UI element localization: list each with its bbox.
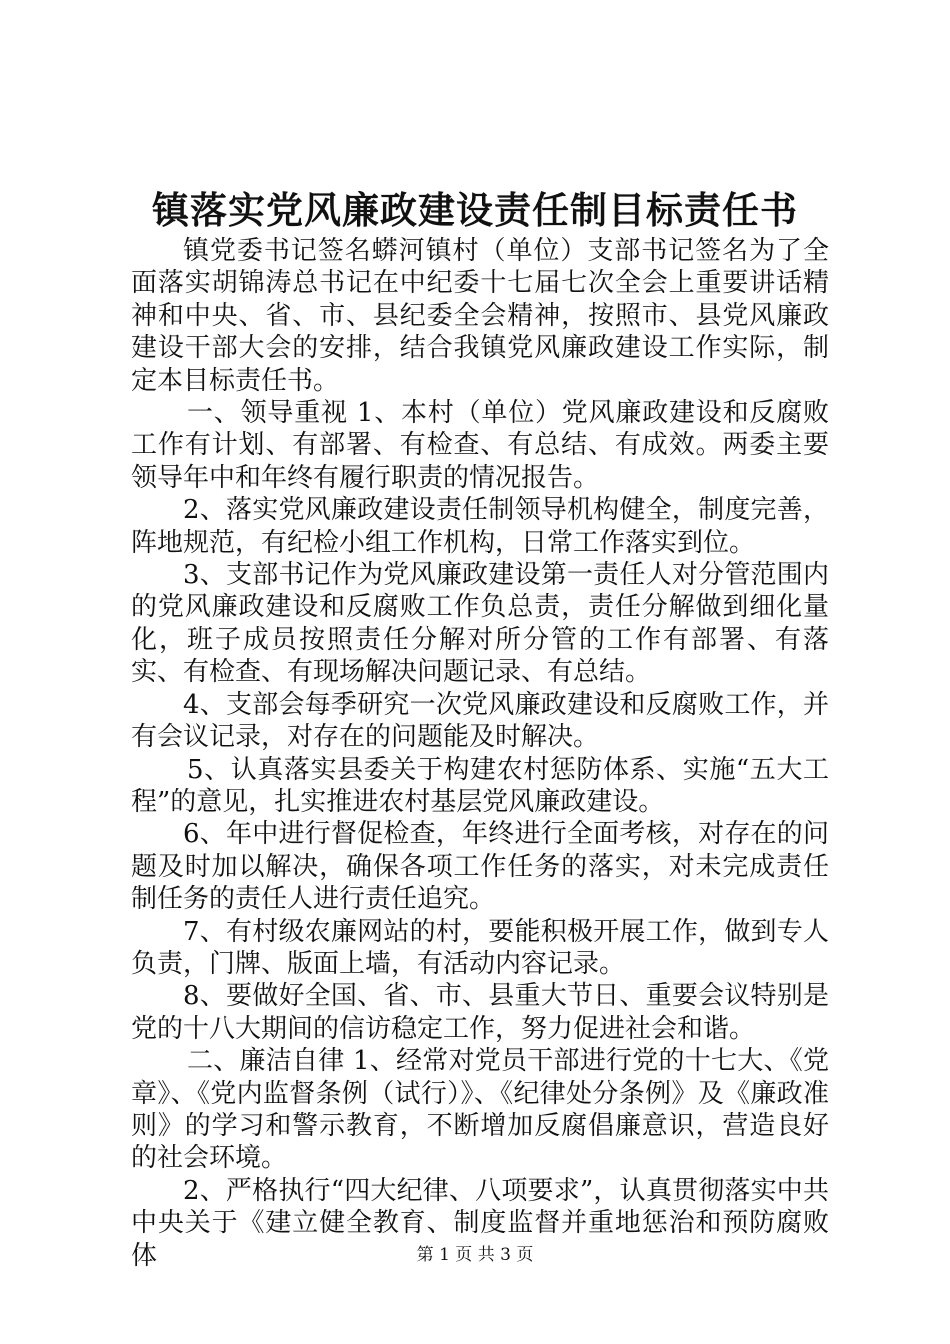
paragraph-item-6: 6、年中进行督促检查，年终进行全面考核，对存在的问题及时加以解决，确保各项工作任务的落实，对未完成责任制任务的责任人进行责任追究。	[131, 819, 829, 915]
paragraph-section-2-item-2: 2、严格执行“四大纪律、八项要求”，认真贯彻落实中共中央关于《建立健全教育、制度监督并重地惩治和预防腐败体	[131, 1175, 829, 1271]
document-body	[131, 235, 829, 1272]
paragraph-section-2-item-1: 二、廉洁自律 1、经常对党员干部进行党的十七大、《党章》、《党内监督条例（试行）》、《纪律处分条例》及《廉政准则》的学习和警示教育，不断增加反腐倡廉意识，营造良好的社会环境。	[131, 1046, 829, 1174]
page-indicator: 第 1 页 共 3 页	[416, 1245, 534, 1265]
paragraph-item-8: 8、要做好全国、省、市、县重大节日、重要会议特别是党的十八大期间的信访稳定工作，努力促进社会和谐。	[131, 981, 829, 1044]
paragraph-item-2: 2、落实党风廉政建设责任制领导机构健全，制度完善，阵地规范，有纪检小组工作机构，日常工作落实到位。	[131, 495, 829, 558]
paragraph-item-4: 4、支部会每季研究一次党风廉政建设和反腐败工作，并有会议记录，对存在的问题能及时解决。	[131, 689, 829, 753]
paragraph-section-1-item-1: 一、领导重视 1、本村（单位）党风廉政建设和反腐败工作有计划、有部署、有检查、有总结、有成效。两委主要领导年中和年终有履行职责的情况报告。	[131, 398, 829, 493]
paragraph-item-7: 7、有村级农廉网站的村，要能积极开展工作，做到专人负责，门牌、版面上墙，有活动内容记录。	[131, 916, 829, 979]
paragraph-preamble: 镇党委书记签名蟒河镇村（单位）支部书记签名为了全面落实胡锦涛总书记在中纪委十七届七次全会上重要讲话精神和中央、省、市、县纪委全会精神，按照市、县党风廉政建设干部大会的安排，结合我镇党风廉政建设工作实际，制定本目标责任书。	[131, 236, 829, 396]
paragraph-item-3: 3、支部书记作为党风廉政建设第一责任人对分管范围内的党风廉政建设和反腐败工作负总责，责任分解做到细化量化，班子成员按照责任分解对所分管的工作有部署、有落实、有检查、有现场解决问题记录、有总结。	[131, 560, 829, 688]
paragraph-item-5: 5、认真落实县委关于构建农村惩防体系、实施“五大工程”的意见，扎实推进农村基层党风廉政建设。	[131, 754, 829, 817]
document-title: 镇落实党风廉政建设责任制目标责任书	[152, 188, 798, 232]
